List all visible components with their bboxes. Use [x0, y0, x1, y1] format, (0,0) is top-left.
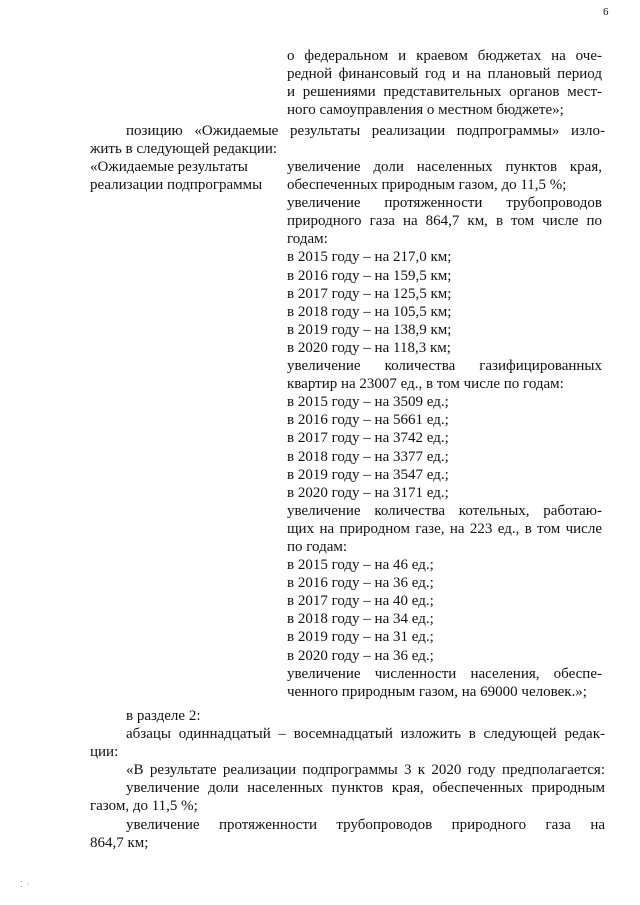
intro-line: редной финансовый год и на плановый период — [287, 66, 602, 83]
increase-share-line: газом, до 11,5 %; — [90, 798, 198, 815]
content-line: увеличение доли населенных пунктов края, — [287, 159, 602, 175]
content-line: в 2017 году – на 125,5 км; — [287, 285, 452, 302]
content-line: природного газа на 864,7 км, в том числе по — [287, 213, 602, 230]
result-line: «В результате реализации подпрограммы 3 к 2020 году предполагается: — [126, 762, 605, 779]
label-line: «Ожидаемые результаты — [90, 159, 248, 175]
section-line: в разделе 2: — [126, 708, 201, 724]
content-line: в 2015 году – на 3509 ед.; — [287, 394, 449, 411]
content-line: в 2020 году – на 3171 ед.; — [287, 484, 449, 501]
content-line: квартир на 23007 ед., в том числе по годам: — [287, 376, 564, 393]
content-line: годам: — [287, 231, 328, 248]
position-line: позицию «Ожидаемые результаты реализации подпрограммы» изло- — [126, 123, 605, 139]
content-line: в 2018 году – на 3377 ед.; — [287, 448, 449, 465]
label-line: реализации подпрограммы — [90, 177, 263, 194]
position-line: жить в следующей редакции: — [90, 141, 278, 158]
page-number: 6 — [603, 6, 609, 18]
content-line: ченного природным газом, на 69000 человек.»; — [287, 683, 587, 700]
increase-length-line: 864,7 км; — [90, 834, 149, 851]
scan-artifact-mark: ⁚ · — [20, 880, 31, 889]
content-line: по годам: — [287, 538, 348, 555]
section-2-paragraph — [90, 707, 605, 852]
content-line: в 2017 году – на 3742 ед.; — [287, 430, 449, 447]
content-line: в 2015 году – на 46 ед.; — [287, 557, 434, 574]
position-paragraph — [90, 122, 605, 158]
expected-results-content — [287, 158, 602, 701]
content-line: увеличение количества газифицированных — [287, 358, 602, 375]
increase-share-line: увеличение доли населенных пунктов края, обеспеченных природным — [126, 780, 605, 797]
content-line: в 2020 году – на 118,3 км; — [287, 339, 451, 356]
content-line: в 2019 году – на 138,9 км; — [287, 321, 452, 338]
content-line: в 2019 году – на 31 ед.; — [287, 629, 434, 646]
content-line: в 2016 году – на 159,5 км; — [287, 267, 452, 284]
content-line: в 2018 году – на 34 ед.; — [287, 611, 434, 628]
content-line: в 2019 году – на 3547 ед.; — [287, 466, 449, 483]
content-line: в 2016 году – на 5661 ед.; — [287, 412, 449, 429]
content-line: обеспеченных природным газом, до 11,5 %; — [287, 177, 567, 194]
intro-continuation — [287, 47, 602, 119]
intro-line: о федеральном и краевом бюджетах на оче- — [287, 48, 602, 64]
paragraphs-line: ции: — [90, 744, 119, 761]
content-line: увеличение количества котельных, работаю- — [287, 502, 602, 519]
increase-length-line: увеличение протяженности трубопроводов природного газа на — [126, 816, 605, 833]
content-line: щих на природном газе, на 223 ед., в том числе — [287, 520, 602, 537]
intro-line: и решениями представительных органов мест- — [287, 84, 602, 101]
content-line: в 2016 году – на 36 ед.; — [287, 575, 434, 592]
content-line: в 2017 году – на 40 ед.; — [287, 593, 434, 610]
content-line: в 2015 году – на 217,0 км; — [287, 249, 452, 266]
expected-results-label — [90, 158, 280, 194]
content-line: увеличение численности населения, обеспе- — [287, 665, 602, 682]
content-line: в 2018 году – на 105,5 км; — [287, 303, 452, 320]
intro-line: ного самоуправления о местном бюджете»; — [287, 102, 564, 119]
content-line: в 2020 году – на 36 ед.; — [287, 647, 434, 664]
paragraphs-line: абзацы одиннадцатый – восемнадцатый изложить в следующей редак- — [126, 726, 605, 743]
content-line: увеличение протяженности трубопроводов — [287, 195, 602, 212]
